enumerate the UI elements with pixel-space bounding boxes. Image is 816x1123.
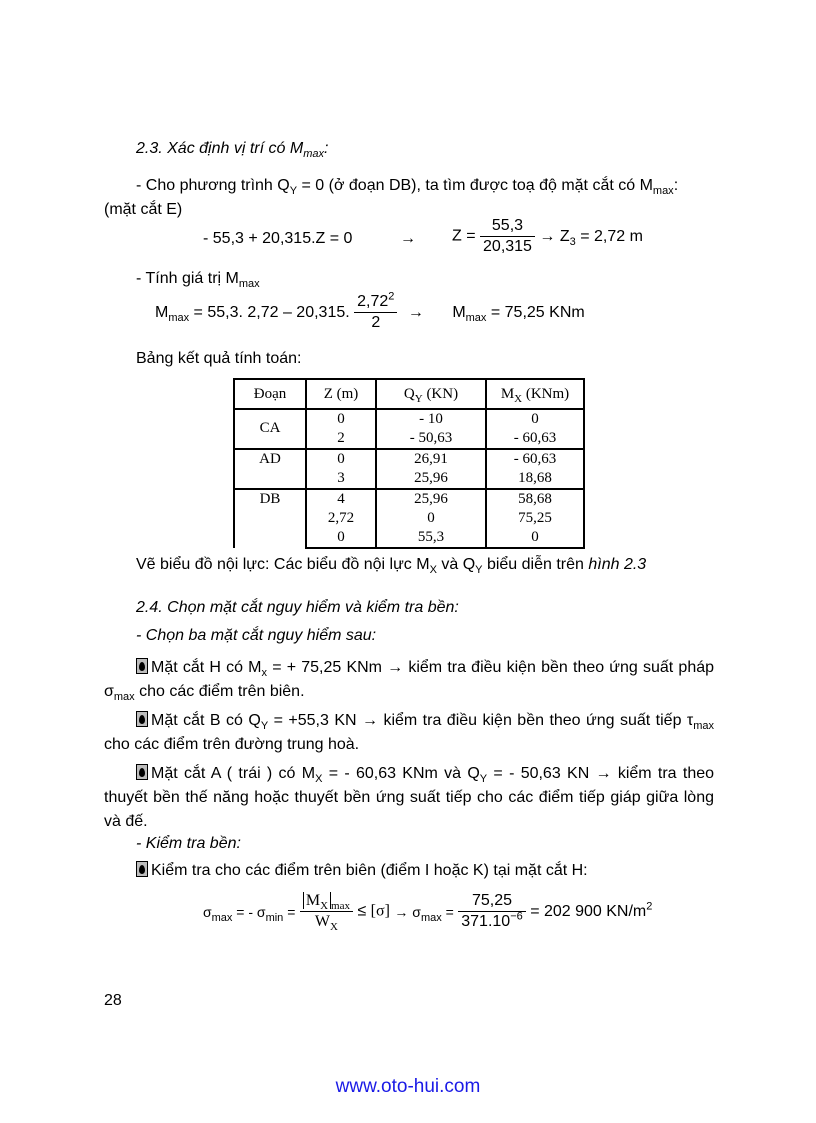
bullet-section-h: Mặt cắt H có $M_x$ = + 75,25 KNm → kiểm tra điều kiện bền theo ứng suất pháp $\sigma_{max}$ cho các điểm trên biên.	[104, 659, 715, 704]
cell-q: - 10	[376, 409, 486, 429]
table-header-row	[234, 379, 584, 409]
cell-q: 25,96	[376, 469, 486, 489]
bullet-section-a: Mặt cắt A ( trái ) có $M_X$ = - 60,63 KNm và $Q_Y$ = - 50,63 KN → kiểm tra theo thuyết bền thế năng hoặc thuyết bền ứng suất tiếp cho các điểm tiếp giáp giữa lòng và đế.	[104, 765, 715, 830]
cell-z: 3	[306, 469, 376, 489]
cell-segment: CA	[234, 409, 306, 449]
page-number: 28	[104, 992, 122, 1009]
header-segment: Đoạn	[234, 379, 306, 409]
drop-bullet-icon	[136, 861, 148, 877]
equation-z-fraction: Z = $\frac{55,3}{20,315}$ → $Z_3 = 2,72$ m	[452, 217, 643, 255]
section-heading-2-3: 2.3. Xác định vị trí có $M_{max}$:	[136, 140, 329, 161]
cell-m: 0	[486, 409, 584, 429]
paragraph-diagram-reference: Vẽ biểu đồ nội lực: Các biểu đồ nội lực $M_X$ và $Q_Y$ biểu diễn trên hình 2.3	[136, 556, 647, 577]
cell-z: 0	[306, 409, 376, 429]
cell-m: 58,68	[486, 489, 584, 509]
cell-z: 2	[306, 429, 376, 449]
results-table	[233, 378, 585, 549]
drop-bullet-icon	[136, 711, 148, 727]
cell-segment: DB	[234, 489, 306, 548]
bullet-section-b: Mặt cắt B có $Q_Y = +55,3$ KN → kiểm tra điều kiện bền theo ứng suất tiếp $\tau_{max}$ cho các điểm trên đường trung hoà.	[104, 712, 715, 753]
paragraph-mmax-value: - Tính giá trị $M_{max}$	[136, 270, 260, 291]
header-z: Z (m)	[306, 379, 376, 409]
cell-segment: AD	[234, 449, 306, 489]
cell-m: - 60,63	[486, 429, 584, 449]
cell-z: 2,72	[306, 509, 376, 528]
cell-m: 0	[486, 528, 584, 548]
table-row	[234, 449, 584, 469]
arrow-icon: →	[400, 230, 416, 247]
header-mx: $M_X$ (KNm)	[486, 379, 584, 409]
paragraph-section-e: (mặt cắt E)	[104, 201, 183, 218]
table-row	[234, 409, 584, 429]
drop-bullet-icon	[136, 764, 148, 780]
bullet-edge-points: Kiểm tra cho các điểm trên biên (điểm I hoặc K) tại mặt cắt H:	[136, 861, 588, 880]
table-row	[234, 489, 584, 509]
table-caption: Bảng kết quả tính toán:	[136, 350, 302, 367]
paragraph-qy-equation: - Cho phương trình $Q_Y = 0$ (ở đoạn DB), ta tìm được toạ độ mặt cắt có $M_{max}$:	[136, 177, 679, 198]
cell-m: - 60,63	[486, 449, 584, 469]
cell-q: 26,91	[376, 449, 486, 469]
equation-z-lhs: - 55,3 + 20,315.Z = 0	[203, 230, 353, 247]
cell-m: 75,25	[486, 509, 584, 528]
cell-m: 18,68	[486, 469, 584, 489]
subheading-strength-check: - Kiểm tra bền:	[136, 835, 241, 852]
cell-q: - 50,63	[376, 429, 486, 449]
header-qy: $Q_Y$ (KN)	[376, 379, 486, 409]
footer-website-link[interactable]: www.oto-hui.com	[335, 1076, 481, 1097]
cell-z: 0	[306, 449, 376, 469]
drop-bullet-icon	[136, 658, 148, 674]
cell-q: 55,3	[376, 528, 486, 548]
cell-q: 0	[376, 509, 486, 528]
cell-z: 0	[306, 528, 376, 548]
subheading-choose-sections: - Chọn ba mặt cắt nguy hiểm sau:	[136, 627, 377, 644]
section-heading-2-4: 2.4. Chọn mặt cắt nguy hiểm và kiểm tra bền:	[136, 599, 459, 616]
equation-mmax: $M_{max} = 55,3$. 2,72 – 20,315. $\frac{2,72^2}{2}$ → $M_{max} = 75,25$ KNm	[155, 290, 585, 331]
equation-sigma-max: $\sigma_{max}$ = - $\sigma_{min}$ = $\frac{M_X _{max}}{W_X}$ ≤ $[\sigma] \to \sigma_{max}$ = $\frac{75,25}{371.10^{-6}}$ = 202 900 $KN/m^2$	[203, 892, 653, 934]
cell-z: 4	[306, 489, 376, 509]
cell-q: 25,96	[376, 489, 486, 509]
